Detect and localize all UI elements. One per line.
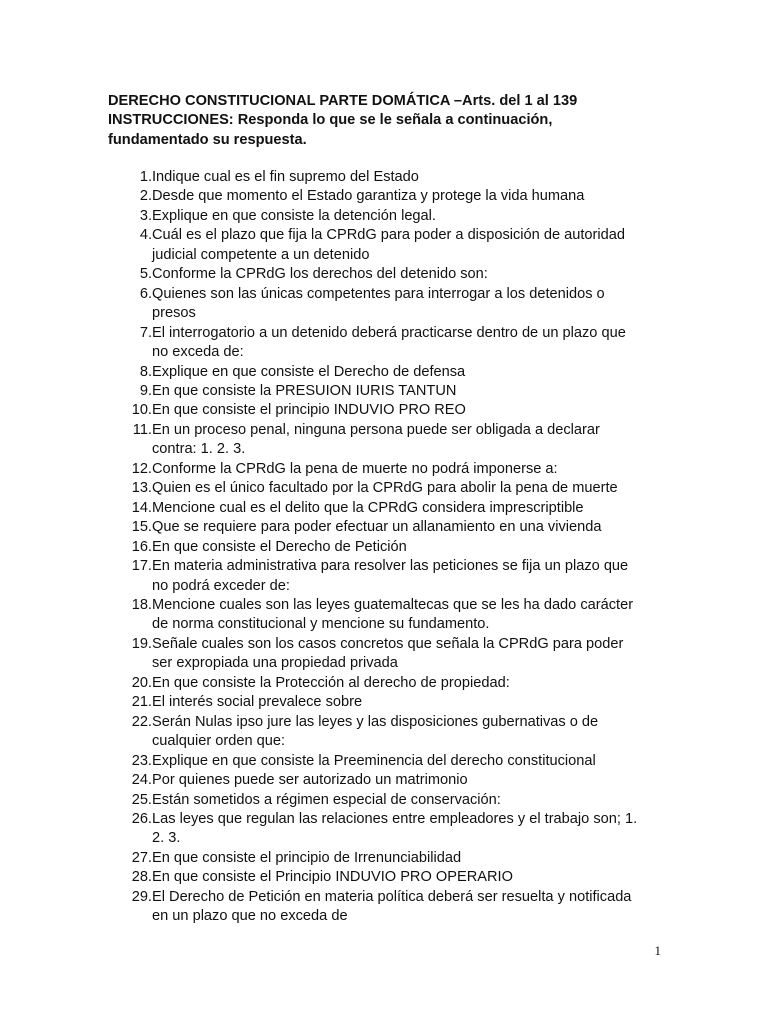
question-item	[108, 693, 668, 712]
question-text-line: En que consiste el Derecho de Petición	[152, 538, 407, 555]
question-text	[152, 285, 668, 324]
question-text	[152, 810, 668, 849]
question-number: 28.	[131, 869, 152, 886]
question-text	[152, 674, 668, 693]
question-number: 29.	[131, 888, 152, 905]
question-item	[108, 285, 668, 324]
question-item	[108, 538, 668, 557]
question-text	[152, 499, 668, 518]
question-text-line: Explique en que consiste la Preeminencia del derecho constitucional	[152, 752, 596, 769]
question-item	[108, 460, 668, 479]
question-text	[152, 324, 668, 363]
question-text-line: Señale cuales son los casos concretos que señala la CPRdG para poder	[152, 635, 624, 652]
question-item	[108, 187, 668, 206]
question-item	[108, 596, 668, 635]
question-item	[108, 849, 668, 868]
question-number: 1.	[139, 169, 152, 185]
question-list	[108, 168, 668, 927]
question-text	[152, 868, 668, 887]
question-item	[108, 382, 668, 401]
question-number: 21.	[131, 694, 152, 711]
question-text-line: cualquier orden que:	[152, 733, 286, 750]
question-number: 15.	[131, 519, 152, 536]
question-text	[152, 693, 668, 712]
question-text	[152, 265, 668, 284]
question-text-line: 2. 3.	[152, 830, 181, 847]
question-text-line: En que consiste el Principio INDUVIO PRO OPERARIO	[152, 869, 513, 886]
question-text	[152, 226, 668, 265]
question-number: 14.	[131, 499, 152, 516]
question-text	[152, 207, 668, 226]
question-item	[108, 791, 668, 810]
question-number: 12.	[131, 460, 152, 477]
question-item	[108, 401, 668, 420]
question-number: 24.	[131, 772, 152, 789]
question-text-line: Están sometidos a régimen especial de conservación:	[152, 791, 501, 808]
question-text-line: Mencione cuales son las leyes guatemaltecas que se les ha dado carácter	[152, 596, 634, 613]
question-item	[108, 499, 668, 518]
question-text-line: judicial competente a un detenido	[152, 246, 370, 263]
question-text-line: Conforme la CPRdG la pena de muerte no podrá imponerse a:	[152, 460, 558, 477]
question-text	[152, 460, 668, 479]
question-number: 8.	[139, 363, 152, 380]
question-text-line: Por quienes puede ser autorizado un matrimonio	[152, 772, 468, 789]
question-item	[108, 868, 668, 887]
question-number: 3.	[139, 207, 152, 224]
question-text	[152, 168, 668, 187]
question-text	[152, 635, 668, 674]
question-number: 4.	[139, 227, 152, 244]
question-text	[152, 713, 668, 752]
question-text	[152, 421, 668, 460]
question-item	[108, 207, 668, 226]
question-item	[108, 752, 668, 771]
question-text-line: ser expropiada una propiedad privada	[152, 655, 398, 672]
question-text	[152, 363, 668, 382]
question-item	[108, 421, 668, 460]
question-number: 16.	[131, 538, 152, 555]
question-text	[152, 752, 668, 771]
question-text	[152, 382, 668, 401]
question-item	[108, 635, 668, 674]
question-text-line: En un proceso penal, ninguna persona puede ser obligada a declarar	[152, 421, 600, 438]
question-text-line: En materia administrativa para resolver las peticiones se fija un plazo que	[152, 558, 629, 575]
question-text-line: El interés social prevalece sobre	[152, 694, 363, 711]
question-number: 7.	[139, 324, 152, 341]
document-heading	[108, 92, 668, 150]
question-number: 19.	[131, 635, 152, 652]
question-text-line: Explique en que consiste la detención legal.	[152, 207, 436, 224]
page-number: 1	[654, 943, 661, 958]
question-text-line: Que se requiere para poder efectuar un allanamiento en una vivienda	[152, 519, 602, 536]
question-text	[152, 187, 668, 206]
question-text	[152, 791, 668, 810]
question-text-line: no exceda de:	[152, 344, 244, 361]
question-item	[108, 518, 668, 537]
question-number: 5.	[139, 266, 152, 283]
question-text	[152, 479, 668, 498]
question-number: 27.	[131, 849, 152, 866]
question-item	[108, 363, 668, 382]
question-text-line: Las leyes que regulan las relaciones entre empleadores y el trabajo son; 1.	[152, 810, 638, 827]
question-number: 18.	[131, 596, 152, 613]
question-text-line: El Derecho de Petición en materia política deberá ser resuelta y notificada	[152, 888, 632, 905]
question-text-line: El interrogatorio a un detenido deberá practicarse dentro de un plazo que	[152, 324, 626, 341]
heading-instructions-continuation: fundamentado su respuesta.	[108, 131, 307, 148]
question-number: 10.	[131, 402, 152, 419]
question-item	[108, 557, 668, 596]
question-text-line: En que consiste el principio INDUVIO PRO REO	[152, 402, 466, 419]
question-text-line: Explique en que consiste el Derecho de defensa	[152, 363, 466, 380]
question-text	[152, 538, 668, 557]
question-item	[108, 479, 668, 498]
question-number: 6.	[139, 285, 152, 302]
question-number: 22.	[131, 713, 152, 730]
question-text	[152, 888, 668, 927]
heading-title-line: DERECHO CONSTITUCIONAL PARTE DOMÁTICA –Arts. del 1 al 139	[108, 93, 578, 109]
question-text	[152, 518, 668, 537]
question-number: 9.	[139, 382, 152, 399]
question-item	[108, 771, 668, 790]
question-text-line: En que consiste la PRESUION IURIS TANTUN	[152, 382, 457, 399]
question-text-line: Mencione cual es el delito que la CPRdG considera imprescriptible	[152, 499, 584, 516]
question-item	[108, 810, 668, 849]
question-text-line: Quienes son las únicas competentes para interrogar a los detenidos o	[152, 285, 605, 302]
question-text-line: Conforme la CPRdG los derechos del detenido son:	[152, 266, 488, 283]
question-number: 23.	[131, 752, 152, 769]
question-number: 2.	[139, 188, 152, 205]
question-number: 13.	[131, 480, 152, 497]
question-number: 17.	[131, 558, 152, 575]
question-text	[152, 596, 668, 635]
question-text-line: En que consiste la Protección al derecho de propiedad:	[152, 674, 510, 691]
question-text-line: presos	[152, 305, 196, 322]
question-text-line: de norma constitucional y mencione su fundamento.	[152, 616, 490, 633]
question-item	[108, 226, 668, 265]
question-text-line: Cuál es el plazo que fija la CPRdG para poder a disposición de autoridad	[152, 227, 625, 244]
question-item	[108, 674, 668, 693]
question-text-line: Desde que momento el Estado garantiza y protege la vida humana	[152, 188, 585, 205]
question-text	[152, 557, 668, 596]
question-text-line: contra: 1. 2. 3.	[152, 441, 246, 458]
question-item	[108, 324, 668, 363]
question-item	[108, 265, 668, 284]
question-number: 20.	[131, 674, 152, 691]
question-text-line: en un plazo que no exceda de	[152, 908, 348, 925]
question-item	[108, 168, 668, 187]
question-text-line: no podrá exceder de:	[152, 577, 290, 594]
question-text-line: En que consiste el principio de Irrenunciabilidad	[152, 849, 462, 866]
question-text	[152, 771, 668, 790]
question-item	[108, 713, 668, 752]
question-number: 11.	[132, 421, 152, 438]
heading-instructions-line: INSTRUCCIONES: Responda lo que se le señala a continuación,	[108, 112, 553, 129]
question-text	[152, 849, 668, 868]
question-text-line: Serán Nulas ipso jure las leyes y las disposiciones gubernativas o de	[152, 713, 599, 730]
question-item	[108, 888, 668, 927]
question-text-line: Quien es el único facultado por la CPRdG para abolir la pena de muerte	[152, 480, 618, 497]
question-number: 25.	[131, 791, 152, 808]
question-text	[152, 401, 668, 420]
question-number: 26.	[131, 810, 152, 827]
question-text-line: Indique cual es el fin supremo del Estado	[152, 169, 419, 185]
